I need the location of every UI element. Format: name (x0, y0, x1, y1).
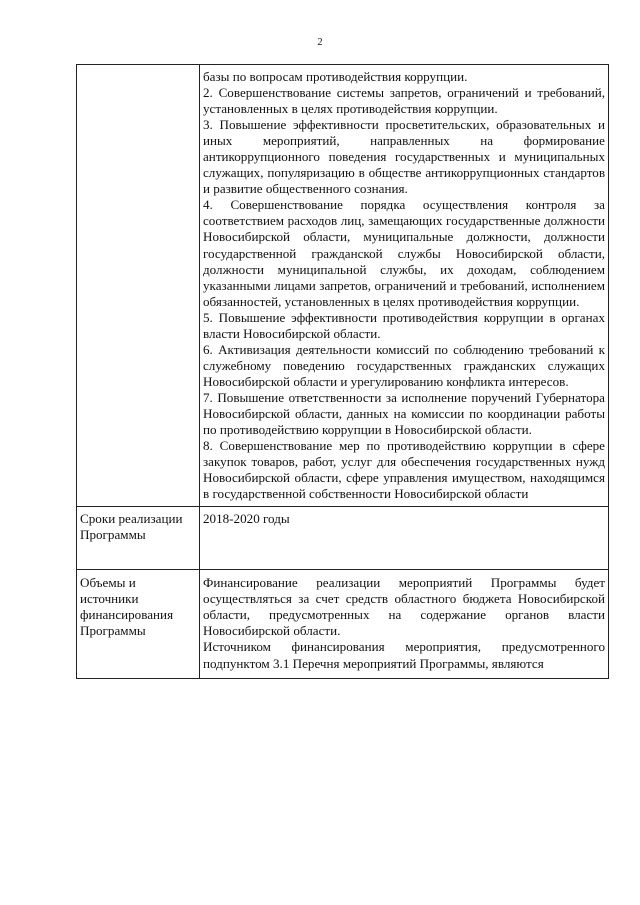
goal-paragraph-7: 7. Повышение ответственности за исполнение поручений Губернатора Новосибирской области, данных на комиссии по координации работы по противодействию коррупции в Новосибирской области. (203, 389, 605, 438)
row-label-empty (77, 65, 200, 507)
page-number: 2 (317, 37, 323, 48)
goal-paragraph-8: 8. Совершенствование мер по противодействию коррупции в сфере закупок товаров, работ, услуг для обеспечения государственных нужд Новосибирской области, сфере управления имуществом, находящимся в государственной собственности Новосибирской области (203, 438, 605, 502)
program-passport-table (76, 64, 609, 679)
goal-paragraph-4: 4. Совершенствование порядка осуществления контроля за соответствием расходов лиц, замещающих государственные должности Новосибирской области, муниципальные должности, должности государственной гражданской службы Новосибирской области, должности муниципальной службы, их доходам, соблюдением указанными лицами запретов, ограничений и требований, исполнением обязанностей, установленных в целях противодействия коррупции. (203, 197, 605, 309)
funding-paragraph-2: Источником финансирования мероприятия, предусмотренного подпунктом 3.1 Перечня мероприятий Программы, являются (203, 639, 605, 671)
goals-content-cell (200, 65, 609, 507)
table-row-terms (77, 507, 609, 570)
table-row-goals-continuation (77, 65, 609, 507)
goal-paragraph-1-tail: базы по вопросам противодействия коррупции. (203, 69, 468, 84)
terms-value: 2018-2020 годы (200, 507, 609, 570)
terms-label: Сроки реализации Программы (77, 507, 200, 570)
funding-label: Объемы и источники финансирования Программы (77, 570, 200, 678)
goal-paragraph-5: 5. Повышение эффективности противодействия коррупции в органах власти Новосибирской области. (203, 309, 605, 341)
goal-paragraph-6: 6. Активизация деятельности комиссий по соблюдению требований к служебному поведению государственных гражданских служащих Новосибирской области и урегулированию конфликта интересов. (203, 341, 605, 389)
goal-paragraph-3: 3. Повышение эффективности просветительских, образовательных и иных мероприятий, направленных на формирование антикоррупционного поведения государственных и муниципальных служащих, популяризацию в обществе антикоррупционных стандартов и развитие общественного сознания. (203, 117, 605, 197)
table-row-funding (77, 570, 609, 678)
funding-content-cell (200, 570, 609, 678)
goal-paragraph-2: 2. Совершенствование системы запретов, ограничений и требований, установленных в целях противодействия коррупции. (203, 85, 605, 117)
funding-paragraph-1: Финансирование реализации мероприятий Программы будет осуществляться за счет средств областного бюджета Новосибирской области, предусмотренных на содержание органов власти Новосибирской области. (203, 575, 605, 639)
